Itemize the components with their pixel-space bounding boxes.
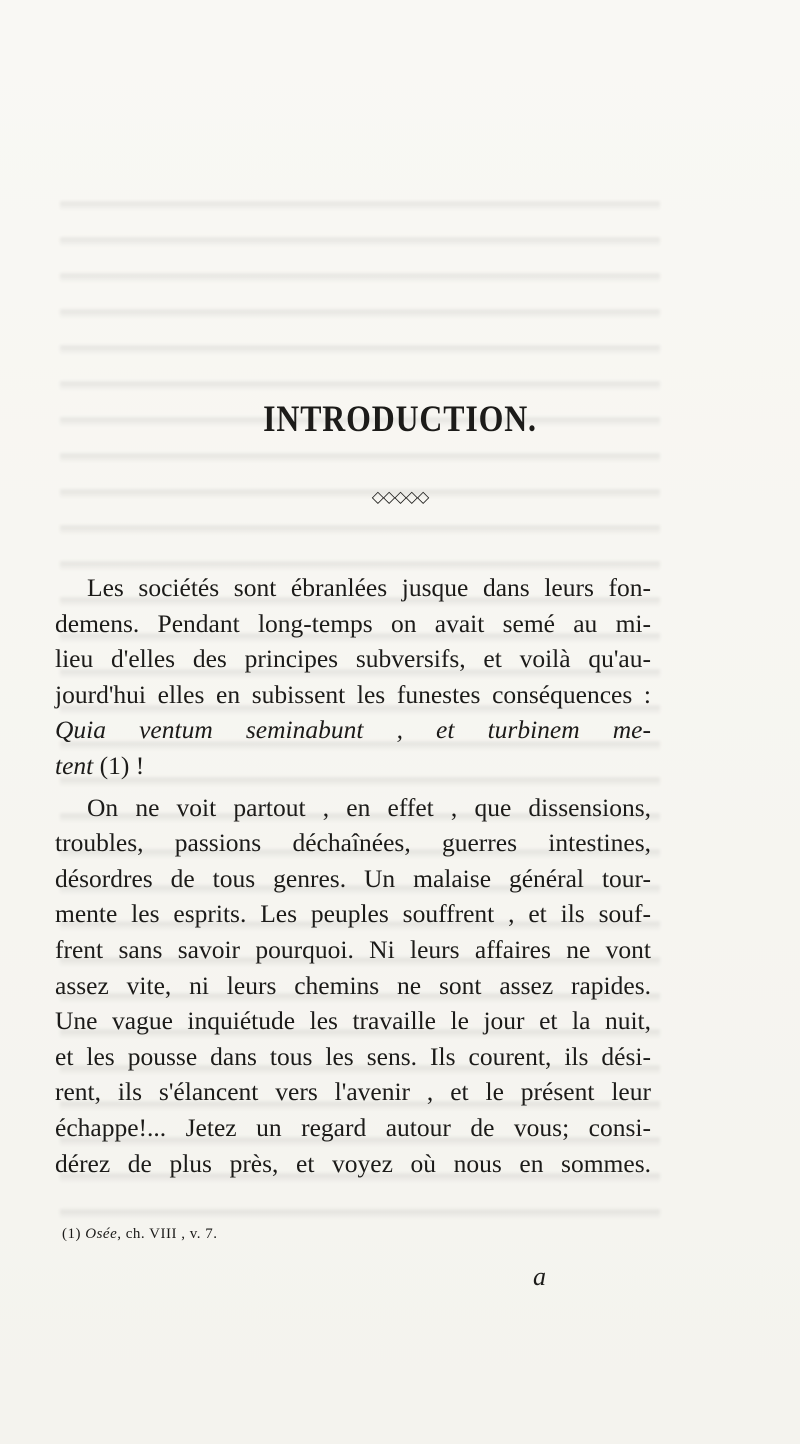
- text-line: jourd'hui elles en subissent les funestes conséquences :: [55, 679, 651, 709]
- latin-quote: Quia ventum seminabunt , et turbinem me-: [55, 715, 651, 745]
- body-text: [55, 570, 651, 1181]
- text-line: assez vite, ni leurs chemins ne sont assez rapides.: [55, 970, 651, 1000]
- text-line: Les sociétés sont ébranlées jusque dans leurs fon-: [87, 573, 651, 602]
- text-line: [55, 748, 651, 784]
- paragraph-1: [55, 570, 651, 784]
- text-line: mente les esprits. Les peuples souffrent , et ils souf-: [55, 899, 651, 929]
- latin-quote-end: tent: [55, 750, 94, 780]
- footnote: [62, 1226, 217, 1243]
- text-line: lieu d'elles des principes subversifs, et voilà qu'au-: [55, 644, 651, 674]
- signature-mark: a: [533, 1262, 546, 1291]
- ornament-divider: ◇◇◇◇◇: [371, 489, 429, 506]
- footnote-source: Osée: [85, 1226, 118, 1242]
- text-line: rent, ils s'élancent vers l'avenir , et le présent leur: [55, 1077, 651, 1107]
- footnote-reference-text: , ch. VIII , v. 7.: [117, 1226, 218, 1242]
- paragraph-2: [55, 790, 651, 1182]
- text-line: frent sans savoir pourquoi. Ni leurs affaires ne vont: [55, 934, 651, 964]
- text-line: On ne voit partout , en effet , que dissensions,: [87, 792, 651, 822]
- chapter-heading: INTRODUCTION.: [263, 399, 537, 440]
- footnote-reference: (1) !: [93, 750, 145, 780]
- text-line: troubles, passions déchaînées, guerres intestines,: [55, 828, 651, 858]
- text-line: Une vague inquiétude les travaille le jour et la nuit,: [55, 1006, 651, 1036]
- footnote-marker: (1): [62, 1226, 81, 1242]
- text-line: désordres de tous genres. Un malaise général tour-: [55, 863, 651, 893]
- text-line: échappe!... Jetez un regard autour de vous; consi-: [55, 1112, 651, 1142]
- text-line: [55, 712, 651, 748]
- text-line: dérez de plus près, et voyez où nous en sommes.: [55, 1148, 651, 1178]
- text-line: et les pousse dans tous les sens. Ils courent, ils dési-: [55, 1041, 651, 1071]
- text-line: demens. Pendant long-temps on avait semé au mi-: [55, 608, 651, 638]
